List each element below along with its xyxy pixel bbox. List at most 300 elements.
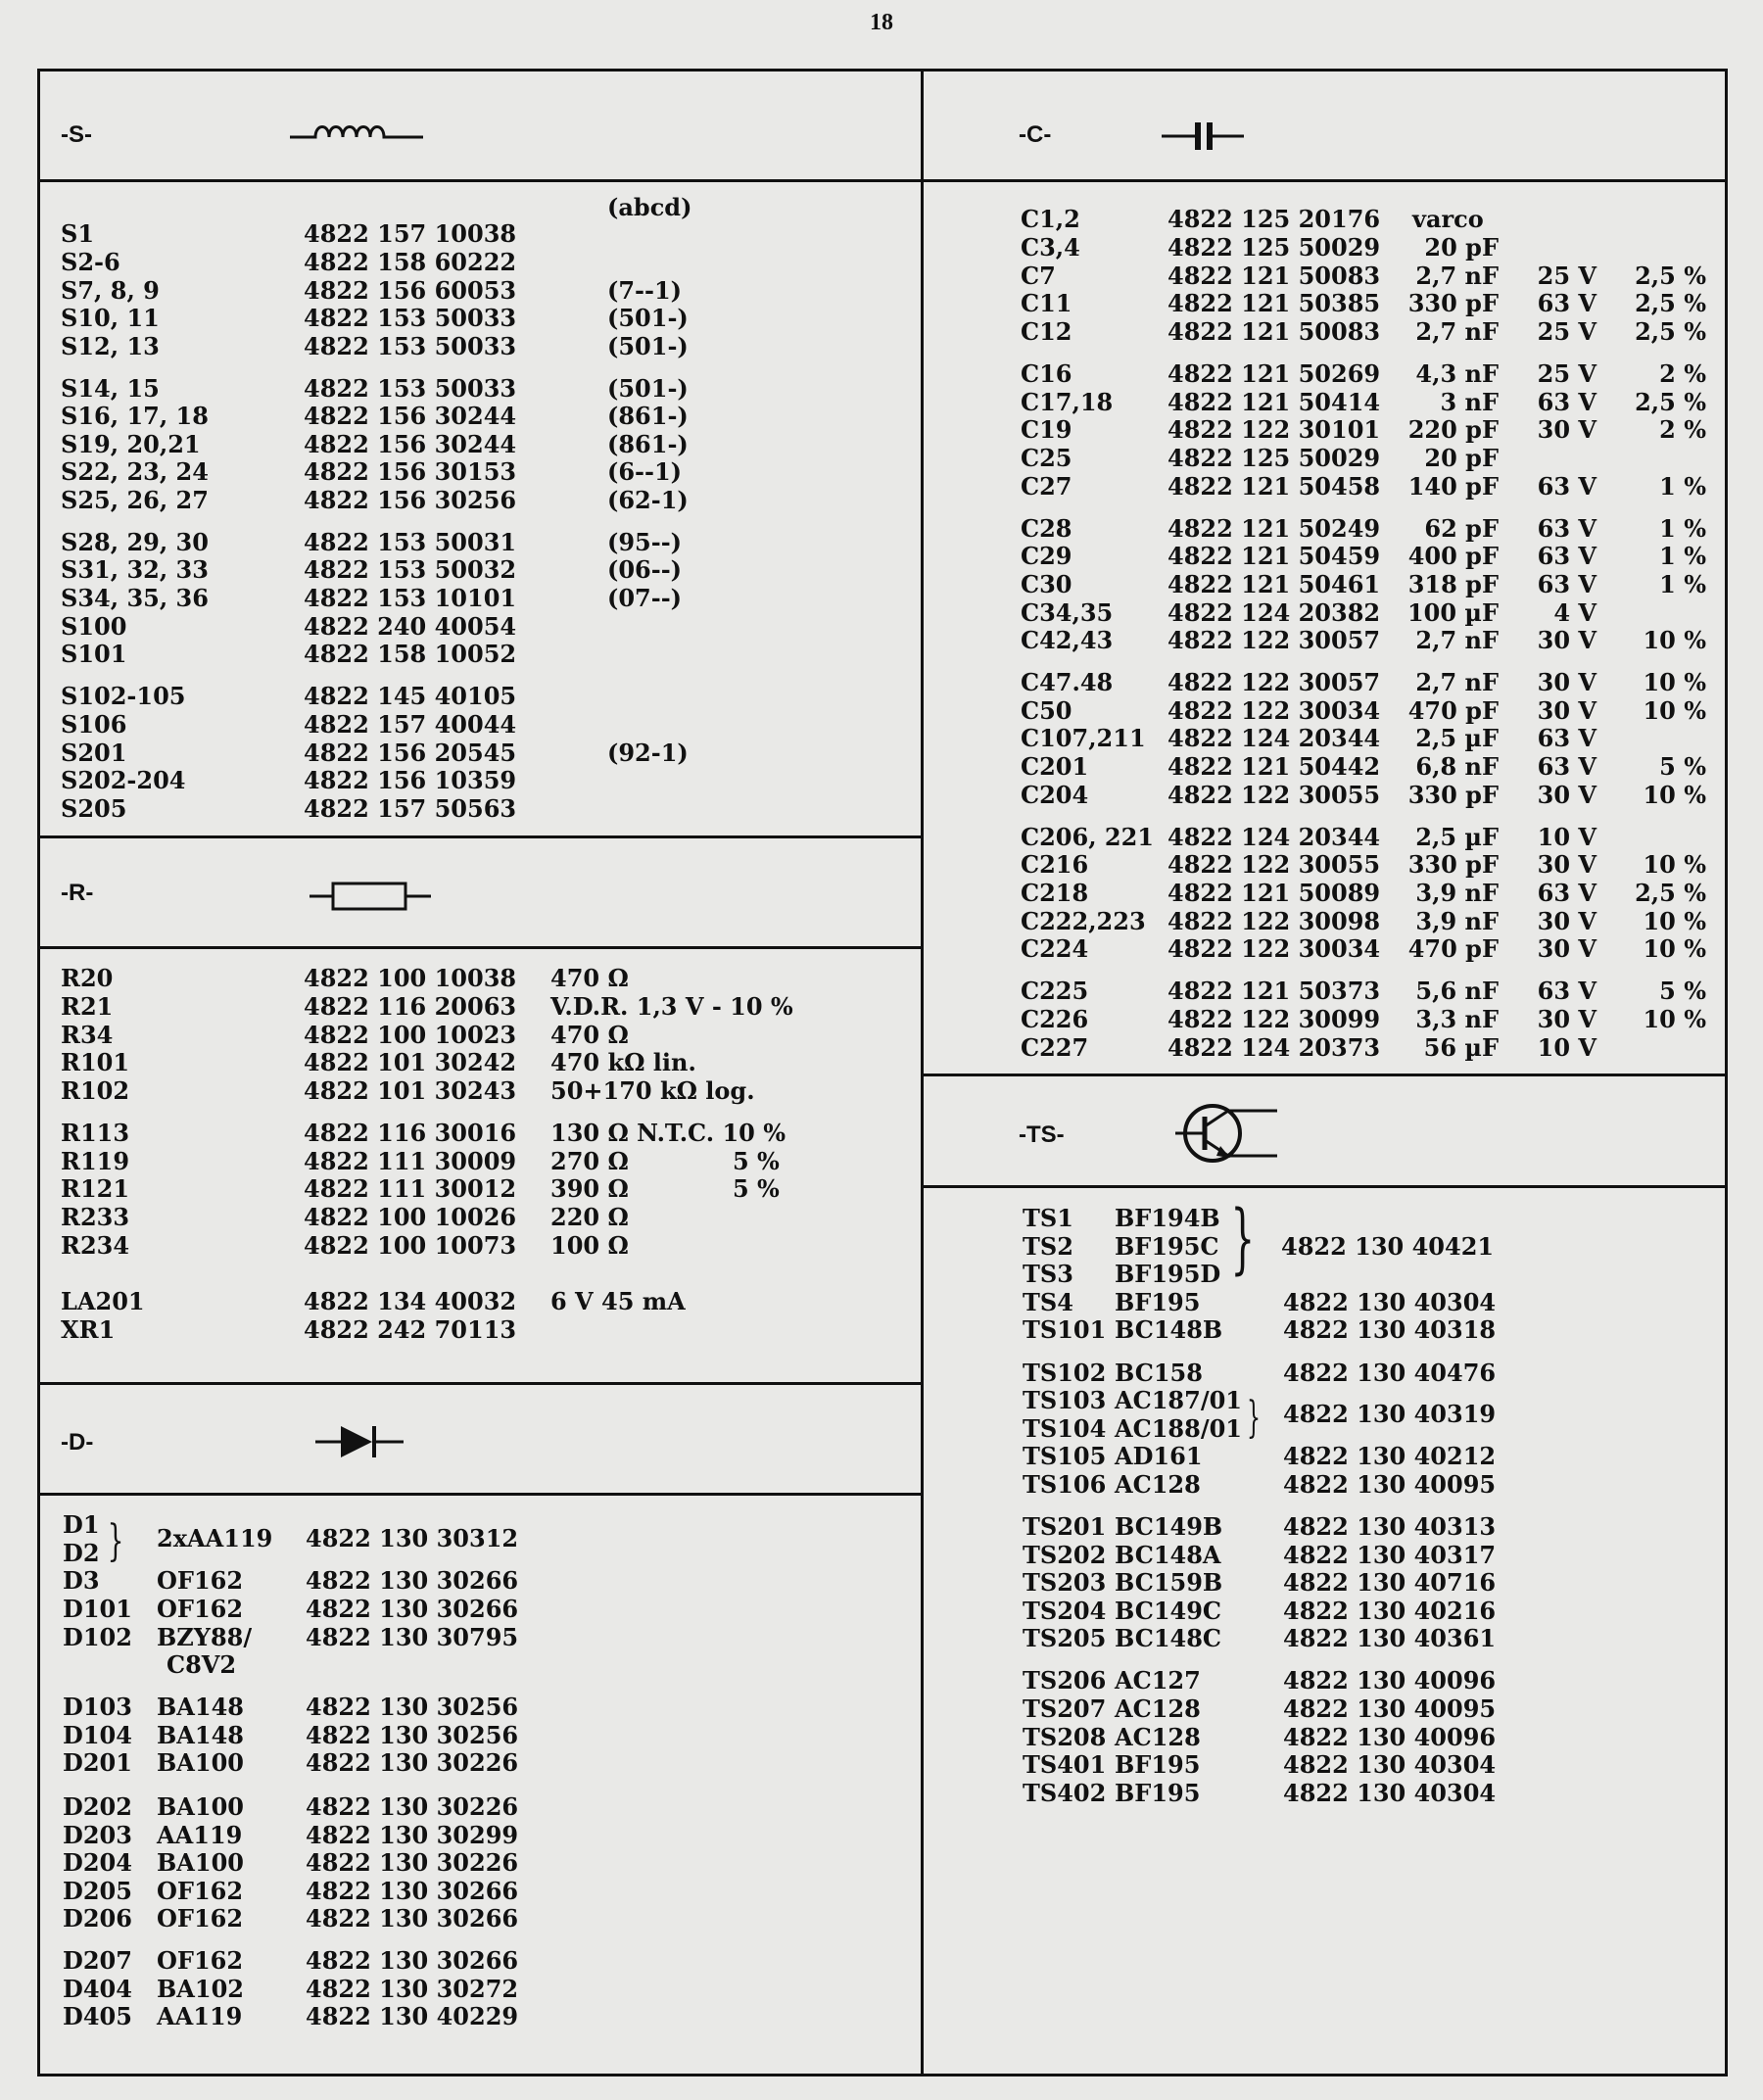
ts-ref: TS206 [1023, 1666, 1107, 1694]
s-note: (861-) [607, 430, 689, 458]
ts-ref: TS102 [1023, 1359, 1107, 1387]
d-code: 4822 130 30256 [306, 1693, 519, 1721]
d-type: OF162 [157, 1946, 244, 1975]
d-type: BA148 [157, 1693, 245, 1721]
ts-type: BF195 [1115, 1779, 1201, 1807]
c-tol: 10 % [1643, 907, 1706, 935]
diode-icon [315, 1422, 413, 1461]
s-code: 4822 153 50032 [304, 555, 517, 584]
c-val: 2,7 nF [1415, 262, 1499, 290]
c-code: 4822 121 50083 [1167, 262, 1381, 290]
r-ref: R234 [61, 1231, 130, 1260]
s-ref: S31, 32, 33 [61, 555, 209, 584]
c-val: 6,8 nF [1415, 752, 1499, 781]
c-ref: C42,43 [1021, 626, 1114, 654]
ts-type: AD161 [1115, 1442, 1203, 1470]
ts-type: BC149B [1115, 1512, 1223, 1541]
ts-header-bottom [921, 1185, 1728, 1188]
c-ref: C19 [1021, 415, 1072, 444]
c-volt: 10 V [1537, 823, 1596, 851]
c-val: 20 pF [1424, 444, 1499, 472]
s-ref: S12, 13 [61, 332, 160, 360]
ts-ref: TS207 [1023, 1694, 1107, 1723]
section-label-ts: -TS- [1019, 1122, 1065, 1148]
r-ref: R121 [61, 1174, 130, 1203]
r-ref: R119 [61, 1147, 130, 1175]
section-label-r: -R- [61, 880, 94, 906]
r-code: 4822 116 30016 [304, 1119, 517, 1147]
c-val: 330 pF [1407, 850, 1499, 879]
s-code: 4822 157 40044 [304, 710, 517, 739]
s-ref: S25, 26, 27 [61, 486, 209, 514]
ts-ref: TS2 [1023, 1232, 1073, 1261]
d-code: 4822 130 30266 [306, 1595, 519, 1623]
ts-type: AC128 [1115, 1470, 1201, 1499]
c-val: 220 pF [1407, 415, 1499, 444]
c-header-bottom [921, 179, 1728, 182]
c-ref: C12 [1021, 317, 1072, 346]
c-ref: C28 [1021, 514, 1072, 543]
ts-type: AC187/01 [1115, 1386, 1242, 1414]
c-volt: 63 V [1537, 472, 1596, 501]
c-tol: 2 % [1659, 415, 1706, 444]
ts-ref: TS101 [1023, 1315, 1107, 1344]
c-section-bottom [921, 1074, 1728, 1076]
c-ref: C225 [1021, 977, 1089, 1005]
d-type: C8V2 [167, 1650, 237, 1679]
d-type: OF162 [157, 1595, 244, 1623]
c-ref: C7 [1021, 262, 1056, 290]
c-tol: 10 % [1643, 626, 1706, 654]
c-val: varco [1412, 205, 1484, 233]
s-ref: S101 [61, 640, 127, 668]
s-code: 4822 145 40105 [304, 682, 517, 710]
ts-type: BC159B [1115, 1568, 1223, 1597]
r-val: 470 kΩ lin. [550, 1048, 696, 1076]
ts-code: 4822 130 40318 [1283, 1315, 1497, 1344]
r-code: 4822 116 20063 [304, 992, 517, 1021]
ts-ref: TS204 [1023, 1597, 1107, 1625]
r-ref: LA201 [61, 1287, 145, 1315]
c-ref: C16 [1021, 359, 1072, 388]
c-code: 4822 121 50385 [1167, 289, 1381, 317]
r-ref: R113 [61, 1119, 130, 1147]
c-val: 2,7 nF [1415, 317, 1499, 346]
d-ref: D203 [63, 1821, 132, 1849]
ts103-ts104-brace: } [1247, 1393, 1261, 1443]
d-ref: D102 [63, 1623, 132, 1651]
r-ref: R34 [61, 1021, 114, 1049]
c-ref: C34,35 [1021, 598, 1114, 627]
c-ref: C204 [1021, 781, 1089, 809]
c-code: 4822 121 50414 [1167, 388, 1381, 416]
r-extra: 5 % [733, 1174, 780, 1203]
transistor-icon [1171, 1101, 1279, 1166]
d-ref: D201 [63, 1748, 132, 1777]
s-code: 4822 156 10359 [304, 766, 517, 794]
c-val: 5,6 nF [1415, 977, 1499, 1005]
d-code: 4822 130 30272 [306, 1975, 519, 2003]
ts-type: AC127 [1115, 1666, 1201, 1694]
ts-type: BF195D [1115, 1260, 1221, 1288]
c-val: 56 µF [1423, 1033, 1499, 1062]
ts-code: 4822 130 40095 [1283, 1694, 1497, 1723]
ts-type: AC128 [1115, 1694, 1201, 1723]
s-note: (501-) [607, 304, 689, 332]
d-code: 4822 130 30226 [306, 1792, 519, 1821]
c-val: 3,9 nF [1415, 907, 1499, 935]
s-note: (92-1) [607, 739, 689, 767]
r-val: 50+170 kΩ log. [550, 1076, 755, 1105]
column-divider [921, 69, 924, 2076]
c-ref: C27 [1021, 472, 1072, 501]
ts-ref: TS203 [1023, 1568, 1107, 1597]
c-val: 62 pF [1424, 514, 1499, 543]
s-ref: S201 [61, 739, 127, 767]
c-val: 2,7 nF [1415, 626, 1499, 654]
ts-code: 4822 130 40095 [1283, 1470, 1497, 1499]
ts-type: AC188/01 [1115, 1414, 1242, 1443]
c-ref: C227 [1021, 1033, 1089, 1062]
ts-code: 4822 130 40096 [1283, 1666, 1497, 1694]
c-tol: 2,5 % [1635, 388, 1706, 416]
coil-icon [286, 116, 433, 145]
c-val: 330 pF [1407, 289, 1499, 317]
d-code: 4822 130 30226 [306, 1848, 519, 1877]
c-ref: C3,4 [1021, 233, 1080, 262]
c-code: 4822 125 50029 [1167, 444, 1381, 472]
ts-code: 4822 130 40304 [1283, 1288, 1497, 1316]
s-ref: S34, 35, 36 [61, 584, 209, 612]
c-ref: C29 [1021, 542, 1072, 570]
s-code: 4822 153 10101 [304, 584, 517, 612]
r-val: 100 Ω [550, 1231, 629, 1260]
r-ref: R101 [61, 1048, 130, 1076]
c-code: 4822 124 20373 [1167, 1033, 1381, 1062]
s-ref: S202-204 [61, 766, 186, 794]
d-type: BA100 [157, 1792, 245, 1821]
c-code: 4822 121 50458 [1167, 472, 1381, 501]
s-note: (06--) [607, 555, 683, 584]
r-val: 470 Ω [550, 1021, 629, 1049]
s-note: (07--) [607, 584, 683, 612]
c-code: 4822 122 30034 [1167, 934, 1381, 963]
c-ref: C222,223 [1021, 907, 1146, 935]
c-code: 4822 122 30057 [1167, 668, 1381, 696]
d-header-bottom [37, 1493, 922, 1496]
r-val: 130 Ω N.T.C. 10 % [550, 1119, 786, 1147]
c-code: 4822 121 50083 [1167, 317, 1381, 346]
s-code: 4822 156 30153 [304, 457, 517, 486]
c-val: 2,5 µF [1415, 823, 1499, 851]
d-code: 4822 130 30266 [306, 1566, 519, 1595]
r-ref: R20 [61, 964, 114, 992]
c-ref: C25 [1021, 444, 1072, 472]
c-code: 4822 121 50249 [1167, 514, 1381, 543]
ts-ref: TS106 [1023, 1470, 1107, 1499]
c-volt: 30 V [1537, 696, 1596, 725]
s-ref: S100 [61, 612, 127, 641]
ts-type: BC148B [1115, 1315, 1223, 1344]
c-ref: C17,18 [1021, 388, 1114, 416]
ts-ref: TS202 [1023, 1541, 1107, 1569]
d-ref: D104 [63, 1721, 132, 1749]
r-ref: R102 [61, 1076, 130, 1105]
ts-type: BC148C [1115, 1624, 1222, 1652]
d-ref: D2 [63, 1539, 100, 1567]
c-code: 4822 122 30101 [1167, 415, 1381, 444]
c-volt: 30 V [1537, 934, 1596, 963]
c-code: 4822 124 20344 [1167, 724, 1381, 752]
r-extra: 5 % [733, 1147, 780, 1175]
c-volt: 10 V [1537, 1033, 1596, 1062]
s-ref: S14, 15 [61, 374, 160, 403]
ts-code: 4822 130 40716 [1283, 1568, 1497, 1597]
d-ref: D101 [63, 1595, 132, 1623]
r-section-bottom [37, 1382, 922, 1385]
d-ref: D202 [63, 1792, 132, 1821]
d-ref: D3 [63, 1566, 100, 1595]
d-ref: D1 [63, 1510, 100, 1539]
c-code: 4822 124 20382 [1167, 598, 1381, 627]
ts-type: BF195 [1115, 1288, 1201, 1316]
d-code: 4822 130 30312 [306, 1524, 519, 1552]
c-code: 4822 125 50029 [1167, 233, 1381, 262]
s-ref: S16, 17, 18 [61, 402, 209, 430]
c-val: 470 pF [1407, 934, 1499, 963]
d-type: BA148 [157, 1721, 245, 1749]
ts-code: 4822 130 40476 [1283, 1359, 1497, 1387]
d-ref: D206 [63, 1904, 132, 1933]
r-code: 4822 111 30012 [304, 1174, 517, 1203]
c-tol: 5 % [1659, 752, 1706, 781]
c-volt: 30 V [1537, 907, 1596, 935]
d-type: BZY88/ [157, 1623, 253, 1651]
ts-code: 4822 130 40317 [1283, 1541, 1497, 1569]
d-code: 4822 130 30256 [306, 1721, 519, 1749]
s-ref: S2-6 [61, 248, 120, 276]
c-code: 4822 121 50373 [1167, 977, 1381, 1005]
c-tol: 1 % [1659, 472, 1706, 501]
section-label-s: -S- [61, 121, 92, 148]
c-ref: C216 [1021, 850, 1089, 879]
ts-type: BF194B [1115, 1204, 1220, 1232]
d-code: 4822 130 30226 [306, 1748, 519, 1777]
d-type: AA119 [157, 1821, 243, 1849]
c-ref: C11 [1021, 289, 1072, 317]
s-code: 4822 156 20545 [304, 739, 517, 767]
d-ref: D204 [63, 1848, 132, 1877]
c-code: 4822 122 30099 [1167, 1005, 1381, 1033]
ts-ref: TS1 [1023, 1204, 1073, 1232]
s-code: 4822 156 30244 [304, 402, 517, 430]
d-ref: D205 [63, 1877, 132, 1905]
c-code: 4822 122 30034 [1167, 696, 1381, 725]
d-ref: D207 [63, 1946, 132, 1975]
c-tol: 2,5 % [1635, 317, 1706, 346]
s-ref: S205 [61, 794, 127, 823]
d1-d2-brace: } [107, 1516, 124, 1566]
section-label-d: -D- [61, 1429, 94, 1456]
d-type: AA119 [157, 2002, 243, 2030]
s-code: 4822 158 10052 [304, 640, 517, 668]
c-val: 3 nF [1440, 388, 1499, 416]
c-ref: C1,2 [1021, 205, 1080, 233]
r-code: 4822 111 30009 [304, 1147, 517, 1175]
c-ref: C218 [1021, 879, 1089, 907]
r-code: 4822 100 10026 [304, 1203, 517, 1231]
d-ref: D404 [63, 1975, 132, 2003]
c-tol: 10 % [1643, 1005, 1706, 1033]
c-code: 4822 122 30057 [1167, 626, 1381, 654]
s-section-bottom [37, 835, 922, 838]
s-ref: S1 [61, 219, 95, 248]
c-tol: 10 % [1643, 850, 1706, 879]
c-tol: 5 % [1659, 977, 1706, 1005]
s-header-bottom [37, 179, 922, 182]
c-volt: 63 V [1537, 977, 1596, 1005]
c-ref: C30 [1021, 570, 1072, 598]
c-val: 318 pF [1407, 570, 1499, 598]
r-ref: R21 [61, 992, 114, 1021]
c-val: 2,7 nF [1415, 668, 1499, 696]
d-type: OF162 [157, 1877, 244, 1905]
c-tol: 2,5 % [1635, 879, 1706, 907]
r-val: 390 Ω [550, 1174, 629, 1203]
ts-ref: TS105 [1023, 1442, 1107, 1470]
d-code: 4822 130 30795 [306, 1623, 519, 1651]
c-ref: C47.48 [1021, 668, 1114, 696]
s-code: 4822 153 50033 [304, 332, 517, 360]
s-note: (501-) [607, 332, 689, 360]
ts-code: 4822 130 40212 [1283, 1442, 1497, 1470]
c-val: 3,3 nF [1415, 1005, 1499, 1033]
s-code: 4822 153 50033 [304, 374, 517, 403]
c-volt: 30 V [1537, 626, 1596, 654]
s-note: (7--1) [607, 276, 683, 305]
c-volt: 25 V [1537, 317, 1596, 346]
c-tol: 10 % [1643, 781, 1706, 809]
r-val: 470 Ω [550, 964, 629, 992]
c-val: 4,3 nF [1415, 359, 1499, 388]
d-type: BA100 [157, 1748, 245, 1777]
c-tol: 2,5 % [1635, 262, 1706, 290]
d-type: BA100 [157, 1848, 245, 1877]
r-code: 4822 100 10038 [304, 964, 517, 992]
d-code: 4822 130 30299 [306, 1821, 519, 1849]
c-volt: 30 V [1537, 668, 1596, 696]
c-tol: 2,5 % [1635, 289, 1706, 317]
d-code: 4822 130 30266 [306, 1904, 519, 1933]
r-ref: R233 [61, 1203, 130, 1231]
ts-code: 4822 130 40304 [1283, 1779, 1497, 1807]
c-ref: C50 [1021, 696, 1072, 725]
ts-ref: TS205 [1023, 1624, 1107, 1652]
ts-ref: TS208 [1023, 1723, 1107, 1751]
s-column-header: (abcd) [607, 193, 692, 221]
d-type: OF162 [157, 1566, 244, 1595]
c-tol: 1 % [1659, 570, 1706, 598]
c-volt: 63 V [1537, 879, 1596, 907]
c-volt: 30 V [1537, 850, 1596, 879]
s-ref: S19, 20,21 [61, 430, 201, 458]
c-tol: 1 % [1659, 542, 1706, 570]
r-code: 4822 101 30242 [304, 1048, 517, 1076]
ts103-ts104-code: 4822 130 40319 [1283, 1400, 1497, 1428]
c-volt: 63 V [1537, 514, 1596, 543]
ts-ref: TS103 [1023, 1386, 1107, 1414]
c-code: 4822 121 50461 [1167, 570, 1381, 598]
ts-ref: TS104 [1023, 1414, 1107, 1443]
c-code: 4822 122 30055 [1167, 850, 1381, 879]
d-ref: D405 [63, 2002, 132, 2030]
r-val: 270 Ω [550, 1147, 629, 1175]
c-ref: C226 [1021, 1005, 1089, 1033]
c-val: 20 pF [1424, 233, 1499, 262]
c-volt: 63 V [1537, 388, 1596, 416]
r-code: 4822 100 10073 [304, 1231, 517, 1260]
s-code: 4822 158 60222 [304, 248, 517, 276]
c-val: 140 pF [1407, 472, 1499, 501]
s-code: 4822 157 10038 [304, 219, 517, 248]
c-val: 2,5 µF [1415, 724, 1499, 752]
s-ref: S10, 11 [61, 304, 160, 332]
ts-type: BC158 [1115, 1359, 1203, 1387]
ts-code: 4822 130 40304 [1283, 1750, 1497, 1779]
r-code: 4822 134 40032 [304, 1287, 517, 1315]
ts-type: BF195 [1115, 1750, 1201, 1779]
c-volt: 30 V [1537, 415, 1596, 444]
ts-ref: TS3 [1023, 1260, 1073, 1288]
c-volt: 30 V [1537, 1005, 1596, 1033]
ts-type: BC149C [1115, 1597, 1222, 1625]
c-volt: 63 V [1537, 289, 1596, 317]
d-code: 4822 130 30266 [306, 1946, 519, 1975]
r-code: 4822 100 10023 [304, 1021, 517, 1049]
ts-code: 4822 130 40361 [1283, 1624, 1497, 1652]
r-val: V.D.R. 1,3 V - 10 % [550, 992, 793, 1021]
s-ref: S7, 8, 9 [61, 276, 160, 305]
s-ref: S28, 29, 30 [61, 528, 209, 556]
c-code: 4822 121 50459 [1167, 542, 1381, 570]
ts1-ts3-brace: } [1230, 1195, 1256, 1283]
r-code: 4822 101 30243 [304, 1076, 517, 1105]
ts-ref: TS401 [1023, 1750, 1107, 1779]
c-ref: C107,211 [1021, 724, 1146, 752]
c-volt: 4 V [1553, 598, 1596, 627]
capacitor-icon [1162, 119, 1246, 153]
ts-code: 4822 130 40216 [1283, 1597, 1497, 1625]
s-note: (6--1) [607, 457, 683, 486]
s-note: (62-1) [607, 486, 689, 514]
c-code: 4822 121 50269 [1167, 359, 1381, 388]
c-val: 470 pF [1407, 696, 1499, 725]
ts-type: BC148A [1115, 1541, 1221, 1569]
s-ref: S102-105 [61, 682, 186, 710]
c-code: 4822 122 30055 [1167, 781, 1381, 809]
c-tol: 10 % [1643, 696, 1706, 725]
s-ref: S22, 23, 24 [61, 457, 209, 486]
ts-type: AC128 [1115, 1723, 1201, 1751]
c-tol: 10 % [1643, 668, 1706, 696]
section-label-c: -C- [1019, 121, 1052, 148]
c-val: 3,9 nF [1415, 879, 1499, 907]
page-number: 18 [870, 10, 893, 35]
s-code: 4822 157 50563 [304, 794, 517, 823]
d-code: 4822 130 30266 [306, 1877, 519, 1905]
resistor-icon [310, 880, 437, 913]
c-ref: C206, 221 [1021, 823, 1155, 851]
